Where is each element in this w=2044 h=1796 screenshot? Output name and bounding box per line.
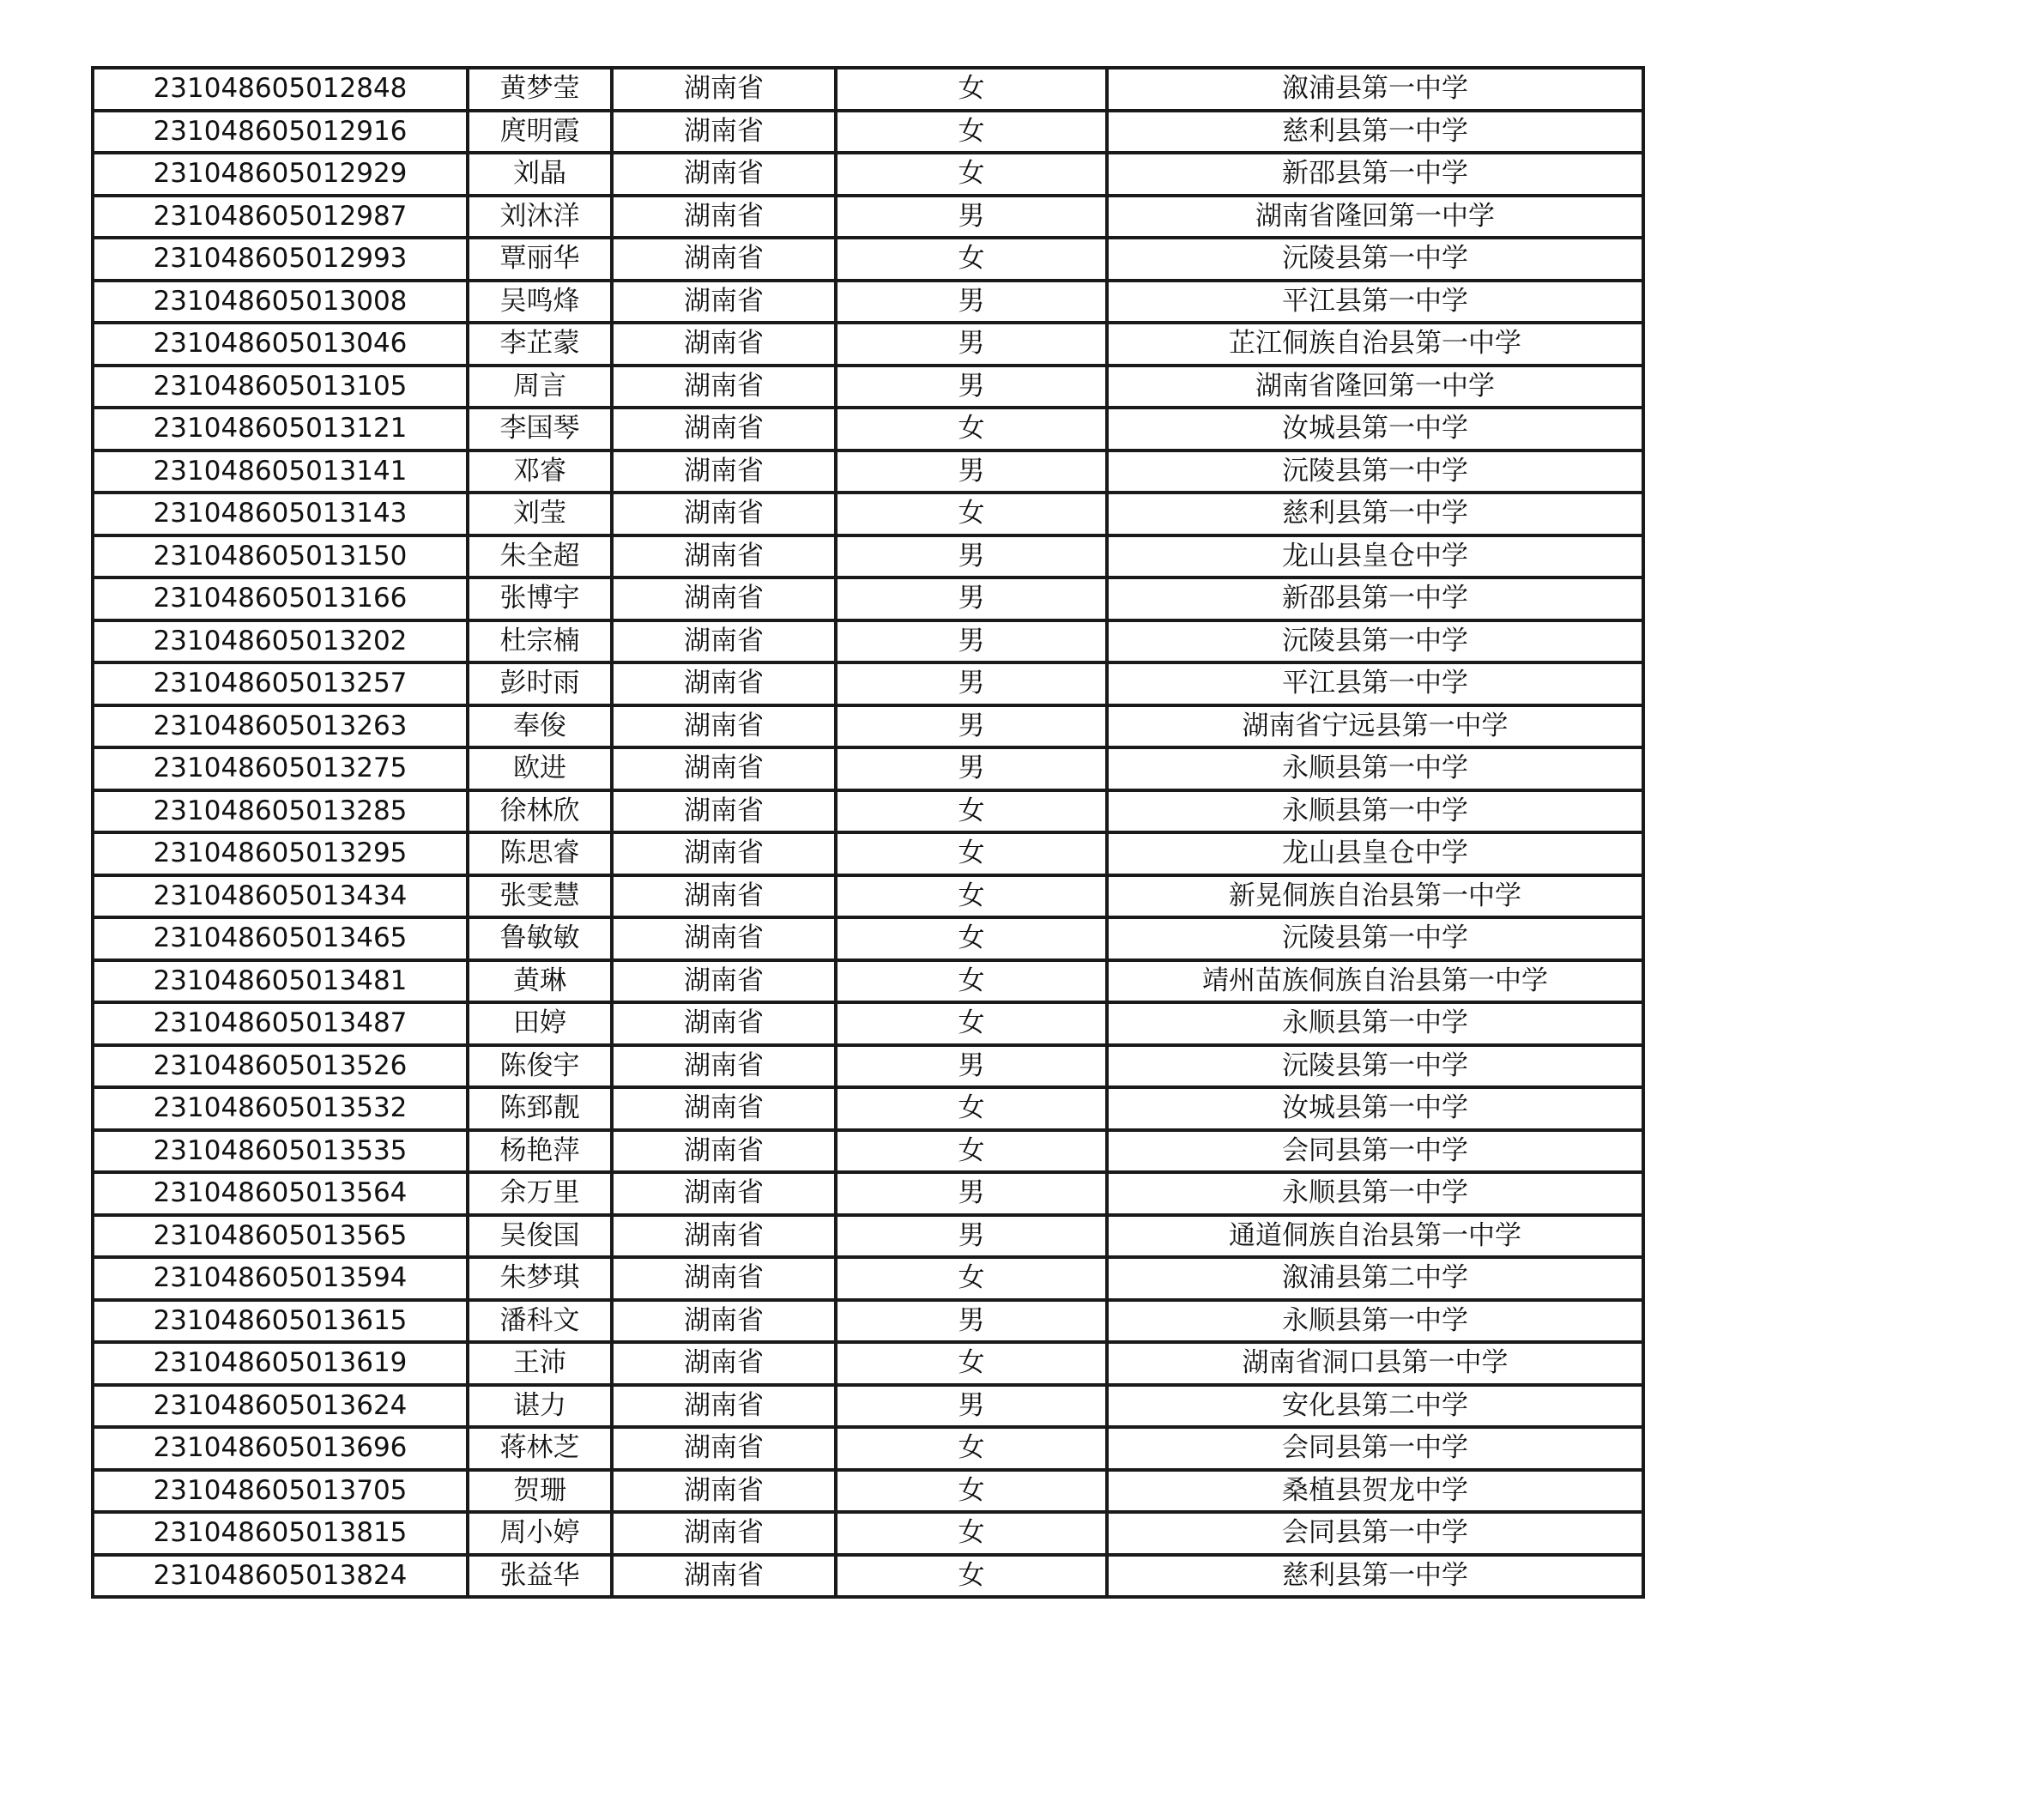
school-cell: 慈利县第一中学 <box>1107 1555 1643 1598</box>
table-row <box>93 1470 1643 1513</box>
candidate-id-cell: 231048605013295 <box>93 832 468 875</box>
candidate-id-cell: 231048605012848 <box>93 68 468 111</box>
gender-cell: 男 <box>836 747 1107 790</box>
table-row <box>93 111 1643 154</box>
table-row <box>93 917 1643 960</box>
gender-cell: 女 <box>836 238 1107 281</box>
table-row <box>93 578 1643 620</box>
gender-cell: 女 <box>836 1512 1107 1555</box>
name-cell: 刘莹 <box>468 493 612 535</box>
name-cell: 杜宗楠 <box>468 620 612 663</box>
name-cell: 张博宇 <box>468 578 612 620</box>
gender-cell: 男 <box>836 451 1107 493</box>
gender-cell: 女 <box>836 493 1107 535</box>
gender-cell: 女 <box>836 875 1107 918</box>
gender-cell: 女 <box>836 408 1107 451</box>
candidate-id-cell: 231048605013487 <box>93 1002 468 1045</box>
province-cell: 湖南省 <box>612 620 836 663</box>
candidate-id-cell: 231048605013166 <box>93 578 468 620</box>
name-cell: 鲁敏敏 <box>468 917 612 960</box>
name-cell: 刘沐洋 <box>468 196 612 239</box>
table-row <box>93 366 1643 408</box>
table-row <box>93 1300 1643 1343</box>
table-row <box>93 1045 1643 1088</box>
school-cell: 湖南省隆回第一中学 <box>1107 366 1643 408</box>
school-cell: 慈利县第一中学 <box>1107 493 1643 535</box>
province-cell: 湖南省 <box>612 1172 836 1215</box>
name-cell: 田婷 <box>468 1002 612 1045</box>
name-cell: 周小婷 <box>468 1512 612 1555</box>
name-cell: 陈郅靓 <box>468 1087 612 1130</box>
province-cell: 湖南省 <box>612 408 836 451</box>
table-row <box>93 1342 1643 1385</box>
student-roster-table <box>91 66 1645 1599</box>
gender-cell: 女 <box>836 1002 1107 1045</box>
name-cell: 邓睿 <box>468 451 612 493</box>
table-row <box>93 323 1643 366</box>
candidate-id-cell: 231048605013565 <box>93 1215 468 1258</box>
name-cell: 李芷蒙 <box>468 323 612 366</box>
province-cell: 湖南省 <box>612 281 836 324</box>
table-row <box>93 1385 1643 1428</box>
school-cell: 沅陵县第一中学 <box>1107 238 1643 281</box>
province-cell: 湖南省 <box>612 960 836 1003</box>
gender-cell: 男 <box>836 366 1107 408</box>
gender-cell: 男 <box>836 1385 1107 1428</box>
school-cell: 会同县第一中学 <box>1107 1130 1643 1173</box>
gender-cell: 男 <box>836 1045 1107 1088</box>
school-cell: 新晃侗族自治县第一中学 <box>1107 875 1643 918</box>
name-cell: 朱全超 <box>468 535 612 578</box>
school-cell: 平江县第一中学 <box>1107 281 1643 324</box>
province-cell: 湖南省 <box>612 1512 836 1555</box>
table-row <box>93 620 1643 663</box>
table-row <box>93 832 1643 875</box>
candidate-id-cell: 231048605013257 <box>93 662 468 705</box>
candidate-id-cell: 231048605013532 <box>93 1087 468 1130</box>
school-cell: 永顺县第一中学 <box>1107 1172 1643 1215</box>
table-row <box>93 705 1643 748</box>
name-cell: 蒋林芝 <box>468 1427 612 1470</box>
gender-cell: 女 <box>836 1470 1107 1513</box>
name-cell: 杨艳萍 <box>468 1130 612 1173</box>
school-cell: 湖南省宁远县第一中学 <box>1107 705 1643 748</box>
gender-cell: 男 <box>836 662 1107 705</box>
province-cell: 湖南省 <box>612 1427 836 1470</box>
candidate-id-cell: 231048605013285 <box>93 790 468 833</box>
school-cell: 新邵县第一中学 <box>1107 153 1643 196</box>
table-row <box>93 238 1643 281</box>
school-cell: 平江县第一中学 <box>1107 662 1643 705</box>
table-row <box>93 535 1643 578</box>
name-cell: 刘晶 <box>468 153 612 196</box>
name-cell: 彭时雨 <box>468 662 612 705</box>
province-cell: 湖南省 <box>612 451 836 493</box>
school-cell: 溆浦县第一中学 <box>1107 68 1643 111</box>
table-row <box>93 1002 1643 1045</box>
school-cell: 慈利县第一中学 <box>1107 111 1643 154</box>
province-cell: 湖南省 <box>612 1002 836 1045</box>
province-cell: 湖南省 <box>612 832 836 875</box>
province-cell: 湖南省 <box>612 578 836 620</box>
candidate-id-cell: 231048605013705 <box>93 1470 468 1513</box>
province-cell: 湖南省 <box>612 153 836 196</box>
table-row <box>93 493 1643 535</box>
name-cell: 庹明霞 <box>468 111 612 154</box>
gender-cell: 女 <box>836 960 1107 1003</box>
gender-cell: 女 <box>836 1130 1107 1173</box>
province-cell: 湖南省 <box>612 323 836 366</box>
province-cell: 湖南省 <box>612 1045 836 1088</box>
province-cell: 湖南省 <box>612 1215 836 1258</box>
table-row <box>93 747 1643 790</box>
gender-cell: 女 <box>836 153 1107 196</box>
gender-cell: 男 <box>836 1172 1107 1215</box>
gender-cell: 女 <box>836 832 1107 875</box>
school-cell: 汝城县第一中学 <box>1107 1087 1643 1130</box>
name-cell: 黄梦莹 <box>468 68 612 111</box>
province-cell: 湖南省 <box>612 790 836 833</box>
province-cell: 湖南省 <box>612 1257 836 1300</box>
gender-cell: 男 <box>836 1215 1107 1258</box>
roster-body <box>93 68 1643 1597</box>
name-cell: 谌力 <box>468 1385 612 1428</box>
gender-cell: 男 <box>836 196 1107 239</box>
table-row <box>93 1555 1643 1598</box>
candidate-id-cell: 231048605013481 <box>93 960 468 1003</box>
candidate-id-cell: 231048605013121 <box>93 408 468 451</box>
table-row <box>93 1172 1643 1215</box>
gender-cell: 男 <box>836 620 1107 663</box>
name-cell: 张雯慧 <box>468 875 612 918</box>
gender-cell: 女 <box>836 1257 1107 1300</box>
candidate-id-cell: 231048605013105 <box>93 366 468 408</box>
table-row <box>93 1512 1643 1555</box>
table-row <box>93 1130 1643 1173</box>
school-cell: 桑植县贺龙中学 <box>1107 1470 1643 1513</box>
name-cell: 陈思睿 <box>468 832 612 875</box>
name-cell: 吴俊国 <box>468 1215 612 1258</box>
name-cell: 李国琴 <box>468 408 612 451</box>
school-cell: 湖南省洞口县第一中学 <box>1107 1342 1643 1385</box>
name-cell: 黄琳 <box>468 960 612 1003</box>
candidate-id-cell: 231048605013824 <box>93 1555 468 1598</box>
candidate-id-cell: 231048605013624 <box>93 1385 468 1428</box>
school-cell: 靖州苗族侗族自治县第一中学 <box>1107 960 1643 1003</box>
school-cell: 沅陵县第一中学 <box>1107 917 1643 960</box>
province-cell: 湖南省 <box>612 366 836 408</box>
gender-cell: 女 <box>836 111 1107 154</box>
gender-cell: 男 <box>836 535 1107 578</box>
table-row <box>93 1257 1643 1300</box>
candidate-id-cell: 231048605013046 <box>93 323 468 366</box>
candidate-id-cell: 231048605013275 <box>93 747 468 790</box>
school-cell: 龙山县皇仓中学 <box>1107 832 1643 875</box>
candidate-id-cell: 231048605013619 <box>93 1342 468 1385</box>
table-row <box>93 1215 1643 1258</box>
candidate-id-cell: 231048605013564 <box>93 1172 468 1215</box>
name-cell: 徐林欣 <box>468 790 612 833</box>
name-cell: 王沛 <box>468 1342 612 1385</box>
name-cell: 朱梦琪 <box>468 1257 612 1300</box>
name-cell: 奉俊 <box>468 705 612 748</box>
table-row <box>93 790 1643 833</box>
name-cell: 吴鸣烽 <box>468 281 612 324</box>
province-cell: 湖南省 <box>612 1300 836 1343</box>
name-cell: 陈俊宇 <box>468 1045 612 1088</box>
school-cell: 龙山县皇仓中学 <box>1107 535 1643 578</box>
school-cell: 会同县第一中学 <box>1107 1427 1643 1470</box>
table-row <box>93 1427 1643 1470</box>
gender-cell: 女 <box>836 68 1107 111</box>
province-cell: 湖南省 <box>612 1087 836 1130</box>
province-cell: 湖南省 <box>612 493 836 535</box>
candidate-id-cell: 231048605013594 <box>93 1257 468 1300</box>
province-cell: 湖南省 <box>612 535 836 578</box>
candidate-id-cell: 231048605013008 <box>93 281 468 324</box>
name-cell: 贺珊 <box>468 1470 612 1513</box>
province-cell: 湖南省 <box>612 662 836 705</box>
province-cell: 湖南省 <box>612 68 836 111</box>
province-cell: 湖南省 <box>612 111 836 154</box>
name-cell: 潘科文 <box>468 1300 612 1343</box>
school-cell: 湖南省隆回第一中学 <box>1107 196 1643 239</box>
table-row <box>93 662 1643 705</box>
province-cell: 湖南省 <box>612 1470 836 1513</box>
name-cell: 张益华 <box>468 1555 612 1598</box>
table-row <box>93 408 1643 451</box>
gender-cell: 男 <box>836 1300 1107 1343</box>
table-row <box>93 451 1643 493</box>
candidate-id-cell: 231048605013143 <box>93 493 468 535</box>
school-cell: 安化县第二中学 <box>1107 1385 1643 1428</box>
name-cell: 欧进 <box>468 747 612 790</box>
province-cell: 湖南省 <box>612 1555 836 1598</box>
gender-cell: 女 <box>836 1342 1107 1385</box>
school-cell: 会同县第一中学 <box>1107 1512 1643 1555</box>
school-cell: 芷江侗族自治县第一中学 <box>1107 323 1643 366</box>
province-cell: 湖南省 <box>612 875 836 918</box>
gender-cell: 男 <box>836 705 1107 748</box>
candidate-id-cell: 231048605012987 <box>93 196 468 239</box>
province-cell: 湖南省 <box>612 1130 836 1173</box>
province-cell: 湖南省 <box>612 196 836 239</box>
school-cell: 永顺县第一中学 <box>1107 790 1643 833</box>
candidate-id-cell: 231048605013150 <box>93 535 468 578</box>
candidate-id-cell: 231048605013202 <box>93 620 468 663</box>
school-cell: 沅陵县第一中学 <box>1107 1045 1643 1088</box>
table-row <box>93 960 1643 1003</box>
school-cell: 新邵县第一中学 <box>1107 578 1643 620</box>
school-cell: 永顺县第一中学 <box>1107 1002 1643 1045</box>
province-cell: 湖南省 <box>612 238 836 281</box>
province-cell: 湖南省 <box>612 917 836 960</box>
gender-cell: 女 <box>836 917 1107 960</box>
gender-cell: 男 <box>836 281 1107 324</box>
table-row <box>93 1087 1643 1130</box>
candidate-id-cell: 231048605013815 <box>93 1512 468 1555</box>
candidate-id-cell: 231048605013615 <box>93 1300 468 1343</box>
school-cell: 沅陵县第一中学 <box>1107 620 1643 663</box>
gender-cell: 女 <box>836 790 1107 833</box>
candidate-id-cell: 231048605013526 <box>93 1045 468 1088</box>
candidate-id-cell: 231048605012993 <box>93 238 468 281</box>
school-cell: 汝城县第一中学 <box>1107 408 1643 451</box>
gender-cell: 女 <box>836 1427 1107 1470</box>
table-row <box>93 153 1643 196</box>
province-cell: 湖南省 <box>612 1385 836 1428</box>
school-cell: 溆浦县第二中学 <box>1107 1257 1643 1300</box>
table-row <box>93 875 1643 918</box>
candidate-id-cell: 231048605013263 <box>93 705 468 748</box>
school-cell: 永顺县第一中学 <box>1107 1300 1643 1343</box>
name-cell: 覃丽华 <box>468 238 612 281</box>
candidate-id-cell: 231048605012916 <box>93 111 468 154</box>
candidate-id-cell: 231048605013434 <box>93 875 468 918</box>
gender-cell: 男 <box>836 323 1107 366</box>
school-cell: 沅陵县第一中学 <box>1107 451 1643 493</box>
gender-cell: 男 <box>836 578 1107 620</box>
gender-cell: 女 <box>836 1555 1107 1598</box>
table-row <box>93 68 1643 111</box>
province-cell: 湖南省 <box>612 1342 836 1385</box>
province-cell: 湖南省 <box>612 705 836 748</box>
candidate-id-cell: 231048605013465 <box>93 917 468 960</box>
school-cell: 永顺县第一中学 <box>1107 747 1643 790</box>
candidate-id-cell: 231048605013141 <box>93 451 468 493</box>
name-cell: 周言 <box>468 366 612 408</box>
candidate-id-cell: 231048605012929 <box>93 153 468 196</box>
table-row <box>93 196 1643 239</box>
school-cell: 通道侗族自治县第一中学 <box>1107 1215 1643 1258</box>
table-row <box>93 281 1643 324</box>
gender-cell: 女 <box>836 1087 1107 1130</box>
name-cell: 余万里 <box>468 1172 612 1215</box>
candidate-id-cell: 231048605013696 <box>93 1427 468 1470</box>
candidate-id-cell: 231048605013535 <box>93 1130 468 1173</box>
province-cell: 湖南省 <box>612 747 836 790</box>
